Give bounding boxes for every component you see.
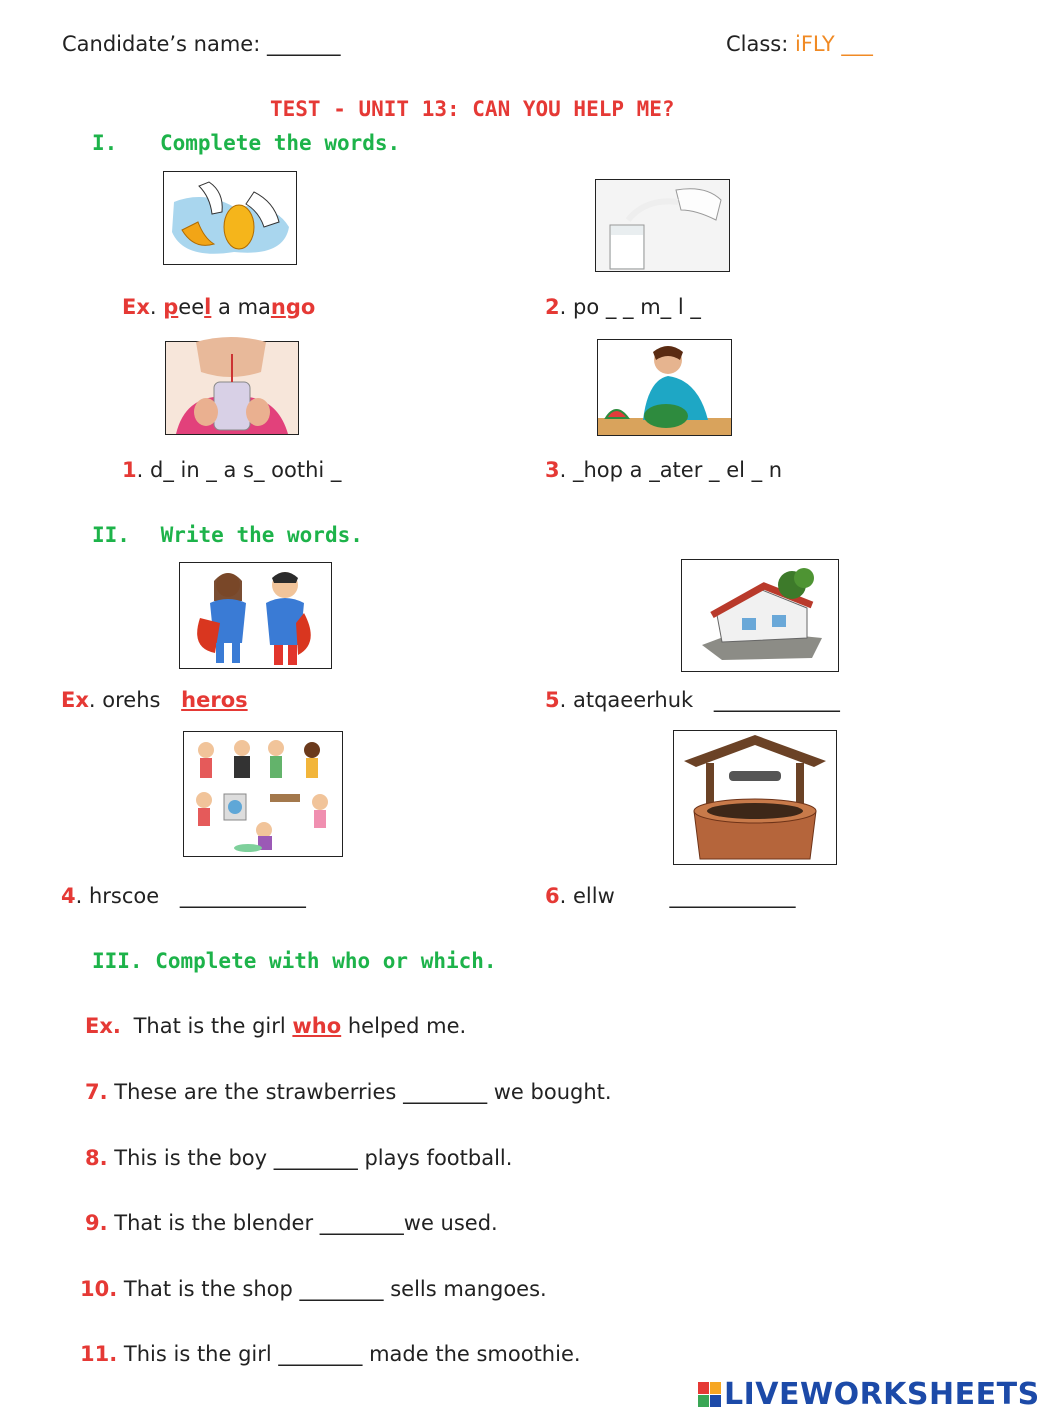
section-1-number: I.: [92, 131, 118, 155]
item-4-write-word: 4. hrscoe ____________: [61, 884, 306, 908]
item-10-number: 10: [80, 1277, 110, 1301]
item-7-blank[interactable]: ________: [403, 1080, 488, 1104]
class-line: [726, 32, 873, 56]
candidate-name-line: [62, 32, 340, 56]
item-7-before: These are the strawberries: [114, 1080, 397, 1104]
section-1-heading: [92, 131, 400, 155]
item-11-number: 11: [80, 1342, 110, 1366]
section-2-number: II.: [92, 523, 130, 547]
item-ex2-scrambled: orehs: [102, 688, 161, 712]
section-3-heading: III. Complete with who or which.: [92, 949, 497, 973]
item-6-scrambled: ellw: [572, 884, 615, 908]
item-ex-number: Ex: [122, 295, 150, 319]
section-2-title: Write the words.: [160, 523, 363, 547]
item-5-number: 5: [545, 688, 560, 712]
item-7-number: 7: [85, 1080, 100, 1104]
smoothie-drinking-image: [165, 341, 299, 435]
chores-image: [183, 731, 343, 857]
item-10-after: sells mangoes.: [390, 1277, 547, 1301]
item-ex-write-word: Ex. orehs heros: [61, 688, 248, 712]
item-3-text[interactable]: _hop a _ater _ el _ n: [572, 458, 783, 482]
section-3-ex-after: helped me.: [347, 1014, 467, 1038]
item-1-complete-word[interactable]: 1. d_ in _ a s_ oothi _: [122, 458, 342, 482]
earthquake-image: [681, 559, 839, 672]
item-ex2-answer: heros: [181, 688, 248, 712]
item-4-answer-blank[interactable]: ____________: [179, 884, 306, 908]
item-5-scrambled: atqaeerhuk: [572, 688, 694, 712]
section-3-example: Ex. That is the girl who helped me.: [85, 1014, 467, 1038]
item-3-complete-word[interactable]: 3. _hop a _ater _ el _ n: [545, 458, 783, 482]
item-9-blank[interactable]: ________: [319, 1211, 404, 1235]
liveworksheets-logo-text: LIVEWORKSHEETS: [724, 1377, 1040, 1412]
item-11-after: made the smoothie.: [369, 1342, 581, 1366]
sentence-item-8: 8. This is the boy ________ plays football.: [85, 1146, 513, 1170]
item-1-text[interactable]: d_ in _ a s_ oothi _: [149, 458, 342, 482]
sentence-item-10: 10. That is the shop ________ sells mangoes.: [80, 1277, 547, 1301]
watermelon-chopping-image: [597, 339, 732, 436]
section-3-ex-number: Ex: [85, 1014, 113, 1038]
ex-letter-n: n: [270, 295, 286, 319]
class-value: iFLY: [795, 32, 835, 56]
ex-letter-p: p: [163, 295, 179, 319]
item-ex-complete-word: Ex. peel a mango: [122, 295, 316, 319]
item-2-number: 2: [545, 295, 560, 319]
well-image: [673, 730, 837, 865]
item-3-number: 3: [545, 458, 560, 482]
item-6-write-word: 6. ellw ____________: [545, 884, 796, 908]
section-3-ex-before: That is the girl: [133, 1014, 286, 1038]
milk-pouring-image: [595, 179, 730, 272]
heroes-image: [179, 562, 332, 669]
item-6-number: 6: [545, 884, 560, 908]
item-4-number: 4: [61, 884, 76, 908]
item-9-number: 9: [85, 1211, 100, 1235]
item-5-answer-blank[interactable]: ____________: [713, 688, 840, 712]
item-11-blank[interactable]: ________: [278, 1342, 363, 1366]
item-2-text[interactable]: po _ _ m_ l _: [572, 295, 701, 319]
item-4-scrambled: hrscoe: [88, 884, 160, 908]
page-title: TEST - UNIT 13: CAN YOU HELP ME?: [270, 97, 675, 121]
sentence-item-9: 9. That is the blender ________we used.: [85, 1211, 498, 1235]
mango-peeling-image: [163, 171, 297, 265]
liveworksheets-logo: [698, 1377, 1040, 1412]
item-8-after: plays football.: [364, 1146, 513, 1170]
candidate-name-label: Candidate’s name:: [62, 32, 261, 56]
item-6-answer-blank[interactable]: ____________: [669, 884, 796, 908]
sentence-item-7: 7. These are the strawberries ________ we bought.: [85, 1080, 612, 1104]
item-5-write-word: 5. atqaeerhuk ____________: [545, 688, 840, 712]
section-2-heading: [92, 523, 363, 547]
ex-part-ee: ee: [178, 295, 205, 319]
item-8-before: This is the boy: [114, 1146, 268, 1170]
class-blank[interactable]: ___: [841, 32, 873, 56]
item-ex2-number: Ex: [61, 688, 89, 712]
candidate-name-blank[interactable]: _______: [266, 32, 341, 56]
item-7-after: we bought.: [493, 1080, 612, 1104]
class-label: Class:: [726, 32, 789, 56]
liveworksheets-logo-icon: [698, 1382, 722, 1408]
item-10-before: That is the shop: [123, 1277, 293, 1301]
ex-part-a-ma: a ma: [211, 295, 271, 319]
item-1-number: 1: [122, 458, 137, 482]
item-11-before: This is the girl: [123, 1342, 272, 1366]
item-9-before: That is the blender: [114, 1211, 314, 1235]
section-1-title: Complete the words.: [159, 131, 401, 155]
item-8-blank[interactable]: ________: [273, 1146, 358, 1170]
item-9-after: we used.: [403, 1211, 498, 1235]
item-10-blank[interactable]: ________: [299, 1277, 384, 1301]
item-8-number: 8: [85, 1146, 100, 1170]
ex-letter-l: l: [204, 295, 212, 319]
ex-part-go: go: [285, 295, 316, 319]
item-2-complete-word[interactable]: 2. po _ _ m_ l _: [545, 295, 701, 319]
section-3-ex-answer: who: [292, 1014, 342, 1038]
sentence-item-11: 11. This is the girl ________ made the smoothie.: [80, 1342, 581, 1366]
